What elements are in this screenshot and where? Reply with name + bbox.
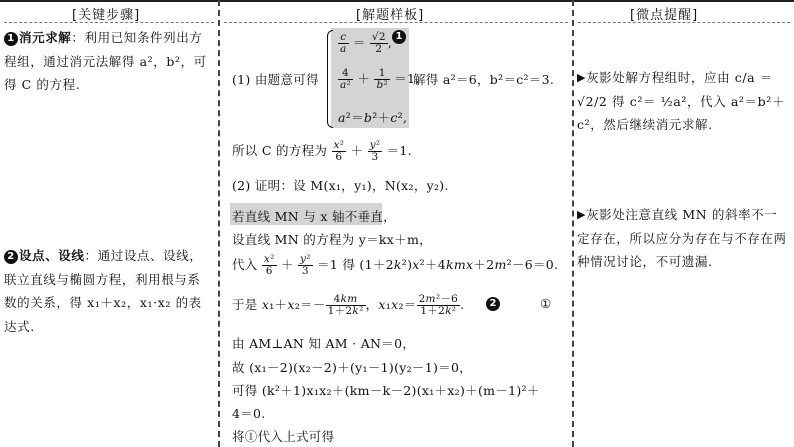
substitute-line: 将①代入上式可得	[232, 429, 335, 444]
line-mn-setup: 设直线 MN 的方程为 y＝kx＋m，	[232, 232, 432, 247]
triangle-pointer-icon: ▶	[577, 208, 587, 221]
tip-2	[577, 203, 787, 274]
header-rule-middle	[224, 22, 568, 23]
dot-product-expansion: 故 (x₁－2)(x₂－2)＋(y₁－1)(y₂－1)＝0，	[232, 360, 473, 375]
step2-body: ：通过设点、设线，联立直线与椭圆方程，利用根与系数的关系，得 x₁＋x₂，x₁·x₂ 的表达式.	[4, 248, 203, 334]
system-eq2: $\frac{4}{\text{a²}}$ ＋ $\frac{1}{\text{b²}}$ ＝1,	[340, 67, 420, 91]
step1-body: ：利用已知条件列出方程组，通过消元法解得 a²，b²，可得 C 的方程.	[4, 30, 207, 92]
shaded-condition-text: 若直线 MN 与 x 轴不垂直，	[232, 209, 396, 224]
header-rule-left	[4, 22, 214, 23]
perpendicular-line: 由 AM⊥AN 知 AM · AN＝0，	[232, 336, 416, 351]
tip-2-text: 灰影处注意直线 MN 的斜率不一定存在，所以应分为存在与不存在两种情况讨论，不可遗漏.	[577, 207, 787, 269]
header-key-steps: [关键步骤]	[72, 8, 141, 23]
column-divider-left	[218, 0, 220, 447]
tip-1-text: 灰影处解方程组时，应由 c/a ＝ √2/2 得 c²＝ ½a²，代入 a²＝b²＋c²，然后继续消元求解.	[577, 70, 785, 132]
equation-continuation: 4＝0.	[232, 406, 266, 421]
header-solution-template: [解题样板]	[356, 8, 425, 23]
top-rule	[0, 0, 794, 2]
column-divider-right	[572, 0, 574, 447]
step1-block	[4, 26, 210, 97]
badge-1: 1	[392, 30, 406, 44]
badge-2: 2	[486, 297, 500, 311]
system-solution: 解得 a²＝6，b²＝c²＝3.	[413, 72, 555, 87]
circled-marker-1: ①	[540, 296, 552, 311]
substitution-line: 代入 $\frac{\text{x²}}{6}$ ＋ $\frac{\text{y²}}{3}$ ＝1 得 (1＋2k²)x²＋4kmx＋2m²－6＝0.	[232, 253, 559, 277]
system-prefix: (1) 由题意可得	[232, 72, 319, 87]
step1-title: 消元求解	[19, 30, 72, 45]
system-eq3: a²＝b²＋c²,	[338, 110, 408, 125]
step2-badge: 2	[4, 250, 18, 264]
header-rule-right	[578, 22, 790, 23]
proof-setup: (2) 证明：设 M(x₁，y₁)，N(x₂，y₂).	[232, 178, 449, 193]
step2-block	[4, 244, 210, 338]
system-eq1: $\frac{c}{a}$ ＝ $\frac{√2}{2}$ ,	[340, 31, 393, 55]
coefficient-expression: 可得 (k²＋1)x₁x₂＋(km－k－2)(x₁＋x₂)＋(m－1)²＋	[232, 383, 540, 398]
step2-title: 设点、设线	[19, 248, 85, 263]
tip-1	[577, 66, 787, 137]
header-tips: [微点提醒]	[630, 8, 699, 23]
triangle-pointer-icon: ▶	[577, 71, 587, 84]
step1-badge: 1	[4, 32, 18, 46]
equation-of-c: 所以 C 的方程为 $\frac{\text{x²}}{6}$ ＋ $\frac{\text{y²}}{3}$ ＝1.	[232, 139, 412, 163]
vieta-line: 于是 x₁＋x₂＝－ $\frac{4km}{\text{1＋2k²}}$ ，x₁x₂＝ $\frac{\text{2m²－6}}{\text{1＋2k²}}$ .	[232, 293, 465, 317]
system-brace	[327, 30, 333, 128]
